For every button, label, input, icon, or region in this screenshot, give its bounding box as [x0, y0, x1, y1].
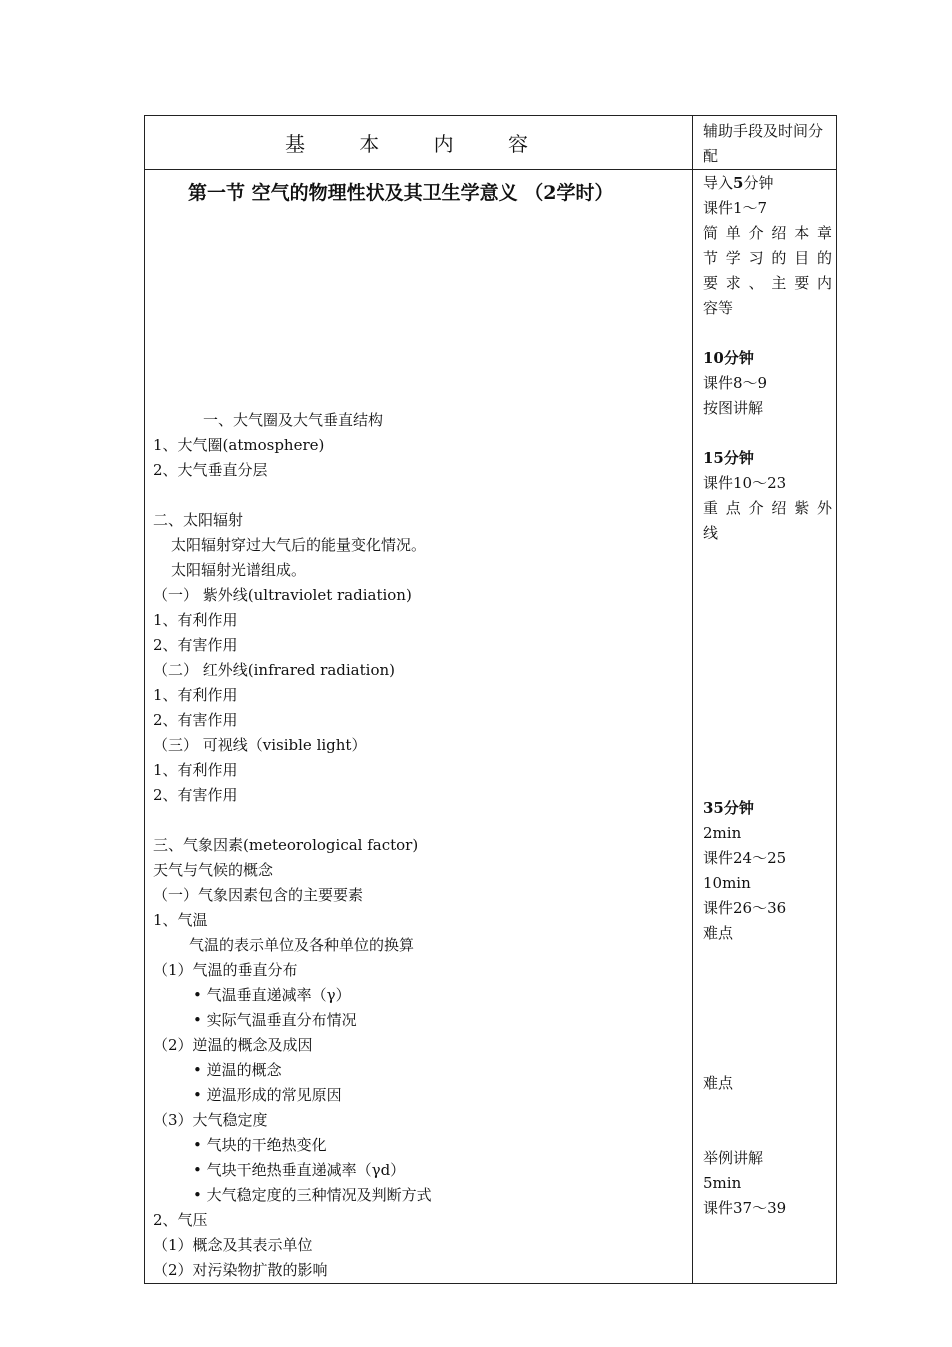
list-item: • 气温垂直递减率（γ）	[193, 986, 351, 1004]
list-item: 1、气温	[153, 911, 208, 929]
list-item: 太阳辐射光谱组成。	[171, 561, 307, 579]
table-body-row	[145, 170, 837, 1284]
list-item: 2、有害作用	[153, 636, 238, 654]
list-item: • 逆温的概念	[193, 1061, 282, 1079]
list-item: 二、太阳辐射	[153, 511, 244, 529]
list-item: • 气块干绝热垂直递减率（γd）	[193, 1161, 406, 1179]
list-item: 一、大气圈及大气垂直结构	[203, 411, 384, 429]
side-note: 难点	[703, 924, 734, 942]
list-item: 1、有利作用	[153, 686, 238, 704]
list-item: （三） 可视线（visible light）	[153, 736, 367, 754]
spacer	[153, 808, 692, 833]
side-note: 难点	[703, 1074, 734, 1092]
lesson-plan-table	[144, 115, 837, 1284]
list-item: （3）大气稳定度	[153, 1111, 268, 1129]
side-note: 15分钟	[703, 449, 754, 467]
list-item: 1、有利作用	[153, 611, 238, 629]
list-item: （1）气温的垂直分布	[153, 961, 298, 979]
side-note: 课件26～36	[703, 899, 787, 917]
side-note: 2min	[703, 824, 742, 842]
side-note: 要求、主要内	[703, 274, 832, 292]
list-item: （一）气象因素包含的主要要素	[153, 886, 364, 904]
side-note: 举例讲解	[703, 1149, 764, 1167]
list-item: 1、有利作用	[153, 761, 238, 779]
list-item: 气温的表示单位及各种单位的换算	[189, 936, 415, 954]
side-note: 课件10～23	[703, 474, 787, 492]
side-note: 课件24～25	[703, 849, 787, 867]
side-note: 按图讲解	[703, 399, 764, 417]
side-note: 10分钟	[703, 349, 754, 367]
header-main-content: 基 本 内 容	[145, 116, 693, 170]
side-note: 课件8～9	[703, 374, 768, 392]
side-note: 简单介绍本章	[703, 224, 832, 242]
list-item: 2、气压	[153, 1211, 208, 1229]
list-item: 1、大气圈(atmosphere)	[153, 436, 325, 454]
side-note: 导入5分钟	[703, 174, 774, 192]
side-note: 线	[703, 524, 719, 542]
list-item: （一） 紫外线(ultraviolet radiation)	[153, 586, 412, 604]
list-item: （二） 红外线(infrared radiation)	[153, 661, 395, 679]
list-item: • 实际气温垂直分布情况	[193, 1011, 357, 1029]
side-note: 容等	[703, 299, 734, 317]
side-note: 35分钟	[703, 799, 754, 817]
side-note: 课件37～39	[703, 1199, 787, 1217]
list-item: （2）对污染物扩散的影响	[153, 1261, 328, 1279]
list-item: （1）概念及其表示单位	[153, 1236, 313, 1254]
main-content-cell	[145, 170, 693, 1284]
side-note: 5min	[703, 1174, 742, 1192]
list-item: • 气块的干绝热变化	[193, 1136, 327, 1154]
list-item: 天气与气候的概念	[153, 861, 274, 879]
list-item: 2、大气垂直分层	[153, 461, 268, 479]
section-title: 第一节 空气的物理性状及其卫生学意义 （2学时）	[188, 182, 614, 204]
side-note: 重点介绍紫外	[703, 499, 832, 517]
side-note: 课件1～7	[703, 199, 768, 217]
list-item: 三、气象因素(meteorological factor)	[153, 836, 419, 854]
side-notes-cell	[693, 170, 837, 1284]
list-item: • 逆温形成的常见原因	[193, 1086, 342, 1104]
list-item: （2）逆温的概念及成因	[153, 1036, 313, 1054]
list-item: 2、有害作用	[153, 786, 238, 804]
header-aids-time: 辅助手段及时间分配	[693, 116, 837, 170]
list-item: 太阳辐射穿过大气后的能量变化情况。	[171, 536, 427, 554]
table-header-row	[145, 116, 837, 170]
side-note: 节学习的目的	[703, 249, 832, 267]
list-item: 2、有害作用	[153, 711, 238, 729]
list-item: • 大气稳定度的三种情况及判断方式	[193, 1186, 432, 1204]
spacer	[153, 483, 692, 508]
side-note: 10min	[703, 874, 751, 892]
